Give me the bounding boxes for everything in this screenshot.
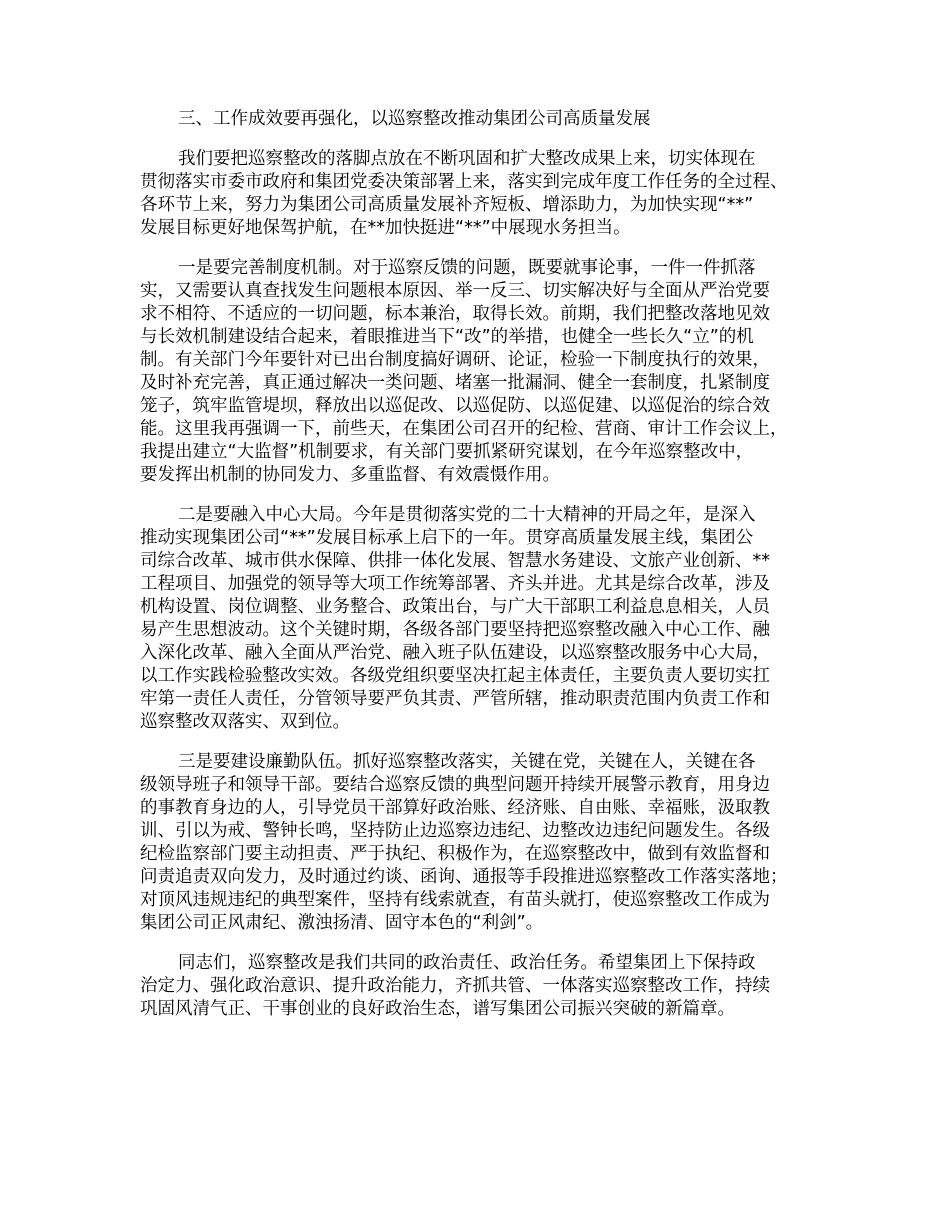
paragraph-line: 制。有关部门今年要针对已出台制度搞好调研、论证，检验一下制度执行的效果， (140, 350, 770, 370)
paragraph-line: 集团公司正风肃纪、激浊扬清、固守本色的“利剑”。 (140, 913, 544, 933)
paragraph-line: 治定力、强化政治意识、提升政治能力，齐抓共管、一体落实巡察整改工作，持续 (140, 976, 770, 996)
paragraph-line: 求不相符、不适应的一切问题，标本兼治，取得长效。前期，我们把整改落地见效 (140, 304, 770, 324)
paragraph-line: 工程项目、加强党的领导等大项工作统筹部署、齐头并进。尤其是综合改革，涉及 (140, 574, 770, 594)
paragraph-line: 能。这里我再强调一下，前些天，在集团公司召开的纪检、营商、审计工作会议上， (140, 419, 788, 439)
paragraph-line: 三是要建设廉勤队伍。抓好巡察整改落实，关键在党，关键在人，关键在各 (178, 752, 756, 772)
paragraph-line: 机构设置、岗位调整、业务整合、政策出台，与广大干部职工利益息息相关，人员 (140, 597, 770, 617)
paragraph (140, 504, 826, 734)
paragraph-line: 发展目标更好地保驾护航，在**加快挺进“**”中展现水务担当。 (140, 218, 631, 238)
paragraph-line: 我提出建立“大监督”机制要求，有关部门要抓紧研究谋划，在今年巡察整改中， (140, 442, 754, 462)
paragraph (140, 257, 826, 487)
paragraph-line: 要发挥出机制的协同发力、多重监督、有效震慑作用。 (140, 465, 560, 485)
paragraph-line: 司综合改革、城市供水保障、供排一体化发展、智慧水务建设、文旅产业创新、** (140, 551, 770, 571)
paragraph-line: 易产生思想波动。这个关键时期，各级各部门要坚持把巡察整改融入中心工作、融 (140, 620, 770, 640)
paragraph-line: 问责追责双向发力，及时通过约谈、函询、通报等手段推进巡察整改工作落实落地； (140, 867, 788, 887)
paragraph-line: 推动实现集团公司“**”发展目标承上启下的一年。贯穿高质量发展主线，集团公 (140, 528, 754, 548)
paragraph-line: 实，又需要认真查找发生问题根本原因、举一反三、切实解决好与全面从严治党要 (140, 281, 770, 301)
paragraph-line: 二是要融入中心大局。今年是贯彻落实党的二十大精神的开局之年，是深入 (178, 505, 756, 525)
paragraph-line: 一是要完善制度机制。对于巡察反馈的问题，既要就事论事，一件一件抓落 (178, 258, 756, 278)
section-heading: 三、工作成效要再强化，以巡察整改推动集团公司高质量发展 (178, 109, 651, 129)
paragraph-line: 笼子，筑牢监管堤坝，释放出以巡促改、以巡促防、以巡促建、以巡促治的综合效 (140, 396, 770, 416)
paragraph-line: 级领导班子和领导干部。要结合巡察反馈的典型问题开持续开展警示教育，用身边 (140, 775, 770, 795)
paragraph (140, 952, 826, 1021)
paragraph-line: 纪检监察部门要主动担责、严于执纪、积极作为，在巡察整改中，做到有效监督和 (140, 844, 770, 864)
paragraph-line: 贯彻落实市委市政府和集团党委决策部署上来，落实到完成年度工作任务的全过程、 (140, 172, 788, 192)
paragraph-line: 同志们，巡察整改是我们共同的政治责任、政治任务。希望集团上下保持政 (178, 953, 756, 973)
paragraph-line: 我们要把巡察整改的落脚点放在不断巩固和扩大整改成果上来，切实体现在 (178, 149, 756, 169)
paragraph-line: 及时补充完善，真正通过解决一类问题、堵塞一批漏洞、健全一套制度，扎紧制度 (140, 373, 770, 393)
paragraph (140, 148, 826, 240)
paragraph-line: 牢第一责任人责任，分管领导要严负其责、严管所辖，推动职责范围内负责工作和 (140, 689, 770, 709)
paragraph-list (140, 148, 826, 1021)
paragraph-line: 巡察整改双落实、双到位。 (140, 712, 350, 732)
paragraph-line: 各环节上来，努力为集团公司高质量发展补齐短板、增添助力，为加快实现“**” (140, 195, 754, 215)
document-body (140, 108, 826, 1038)
paragraph-line: 训、引以为戒、警钟长鸣，坚持防止边巡察边违纪、边整改边违纪问题发生。各级 (140, 821, 770, 841)
paragraph-line: 以工作实践检验整改实效。各级党组织要坚决扛起主体责任，主要负责人要切实扛 (140, 666, 770, 686)
paragraph-line: 的事教育身边的人，引导党员干部算好政治账、经济账、自由账、幸福账，汲取教 (140, 798, 770, 818)
paragraph-line: 入深化改革、融入全面从严治党、融入班子队伍建设，以巡察整改服务中心大局， (140, 643, 770, 663)
paragraph-line: 与长效机制建设结合起来，着眼推进当下“改”的举措，也健全一些长久“立”的机 (140, 327, 754, 347)
paragraph-line: 巩固风清气正、干事创业的良好政治生态，谱写集团公司振兴突破的新篇章。 (140, 999, 735, 1019)
paragraph-line: 对顶风违规违纪的典型案件，坚持有线索就查，有苗头就打，使巡察整改工作成为 (140, 890, 770, 910)
paragraph (140, 751, 826, 935)
